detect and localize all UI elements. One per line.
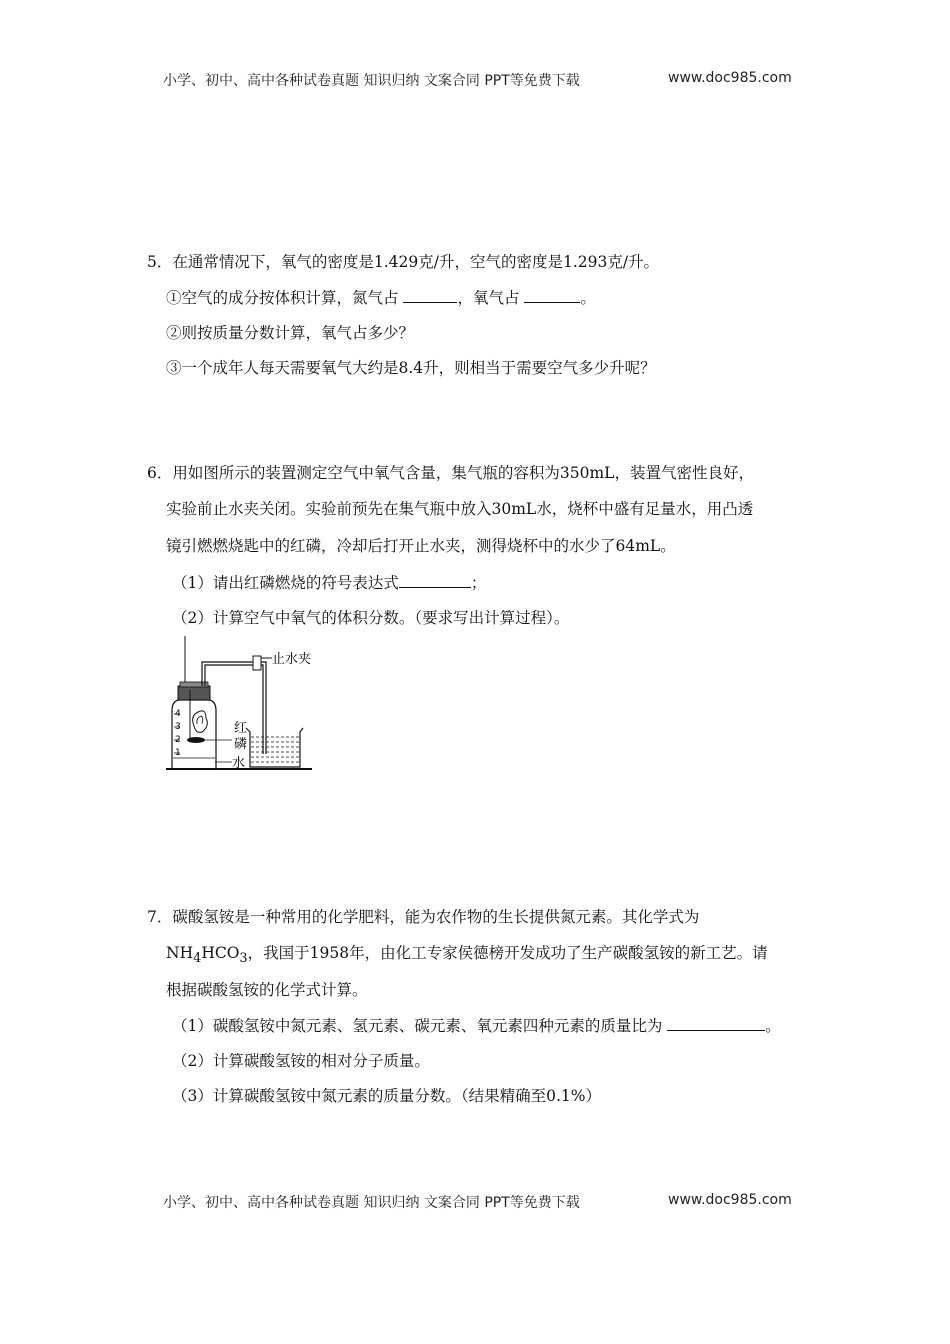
q5-part1-text-c: 。	[580, 289, 596, 307]
q5-nitrogen-blank	[403, 288, 457, 303]
phosphorus-label: 磷	[234, 737, 248, 752]
q7-line3: 根据碳酸氢铵的化学式计算。	[166, 981, 368, 999]
mark-3: 3	[175, 722, 181, 732]
q6-sub2: （2）计算空气中氧气的体积分数。（要求写出计算过程）。	[172, 609, 570, 627]
beaker	[246, 728, 303, 767]
clamp-label: 止水夹	[272, 652, 312, 667]
q6-sub1-text: （1）请出红磷燃烧的符号表达式	[172, 574, 399, 592]
footer-text: 小学、初中、高中各种试卷真题 知识归纳 文案合同 PPT等免费下载	[163, 1195, 580, 1211]
q7-formula-sub3: 3	[239, 951, 248, 967]
page-footer	[163, 1192, 793, 1212]
q5-part1-text-a: ①空气的成分按体积计算，氮气占	[166, 289, 404, 307]
q7-sub1-text: （1）碳酸氢铵中氮元素、氢元素、碳元素、氧元素四种元素的质量比为	[172, 1017, 668, 1035]
q7-sub1	[172, 1014, 781, 1036]
q7-sub3: （3）计算碳酸氢铵中氮元素的质量分数。（结果精确至0.1%）	[172, 1087, 601, 1105]
q5-part1	[166, 286, 596, 308]
q7-line2	[166, 941, 768, 966]
header-site: www.doc985.com	[668, 70, 792, 86]
q5-part1-text-b: ，氧气占	[457, 289, 525, 307]
q6-sub1-end: ；	[470, 574, 487, 592]
red-phosphorus	[187, 737, 205, 743]
page-header	[163, 70, 793, 90]
q7-formula-nh: NH	[166, 944, 194, 962]
q7-sub1-end: 。	[765, 1017, 781, 1035]
q7-line2-rest: ，我国于1958年，由化工专家侯德榜开发成功了生产碳酸氢铵的新工艺。请	[247, 944, 768, 962]
q7-sub2: （2）计算碳酸氢铵的相对分子质量。	[172, 1052, 430, 1070]
q6-sub1	[172, 571, 486, 593]
q7-formula-hco: HCO	[201, 944, 240, 962]
q6-equation-blank	[399, 573, 471, 588]
apparatus-diagram	[160, 636, 330, 776]
stopper-top	[180, 682, 208, 687]
q5-stem: 5．在通常情况下，氧气的密度是1.429克/升，空气的密度是1.293克/升。	[147, 253, 660, 271]
q6-line2: 实验前止水夹关闭。实验前预先在集气瓶中放入30mL水，烧杯中盛有足量水，用凸透	[166, 500, 754, 518]
q7-line1: 7．碳酸氢铵是一种常用的化学肥料，能为农作物的生长提供氮元素。其化学式为	[147, 908, 700, 926]
mark-2: 2	[175, 735, 181, 745]
q5-oxygen-blank	[524, 288, 580, 303]
mark-1: 1	[175, 748, 181, 758]
q6-line1: 6．用如图所示的装置测定空气中氧气含量，集气瓶的容积为350mL，装置气密性良好，	[147, 464, 754, 482]
q6-line3: 镜引燃燃烧匙中的红磷，冷却后打开止水夹，测得烧杯中的水少了64mL。	[166, 537, 676, 555]
q5-part2: ②则按质量分数计算，氧气占多少？	[166, 324, 415, 342]
beaker-water	[251, 737, 299, 762]
smoke-swirl	[193, 711, 208, 733]
q5-part3: ③一个成年人每天需要氧气大约是8.4升，则相当于需要空气多少升呢？	[166, 359, 656, 377]
water-label: 水	[232, 756, 246, 771]
water-clamp	[253, 656, 261, 670]
footer-site: www.doc985.com	[668, 1192, 792, 1208]
apparatus-figure	[160, 636, 330, 776]
smoke-swirl-inner	[197, 716, 203, 724]
q7-formula-sub4: 4	[193, 951, 202, 967]
red-label: 红	[234, 721, 248, 736]
header-text: 小学、初中、高中各种试卷真题 知识归纳 文案合同 PPT等免费下载	[163, 73, 580, 89]
bottle-stopper	[178, 686, 210, 700]
q7-ratio-blank	[667, 1016, 765, 1031]
mark-4: 4	[175, 709, 181, 719]
